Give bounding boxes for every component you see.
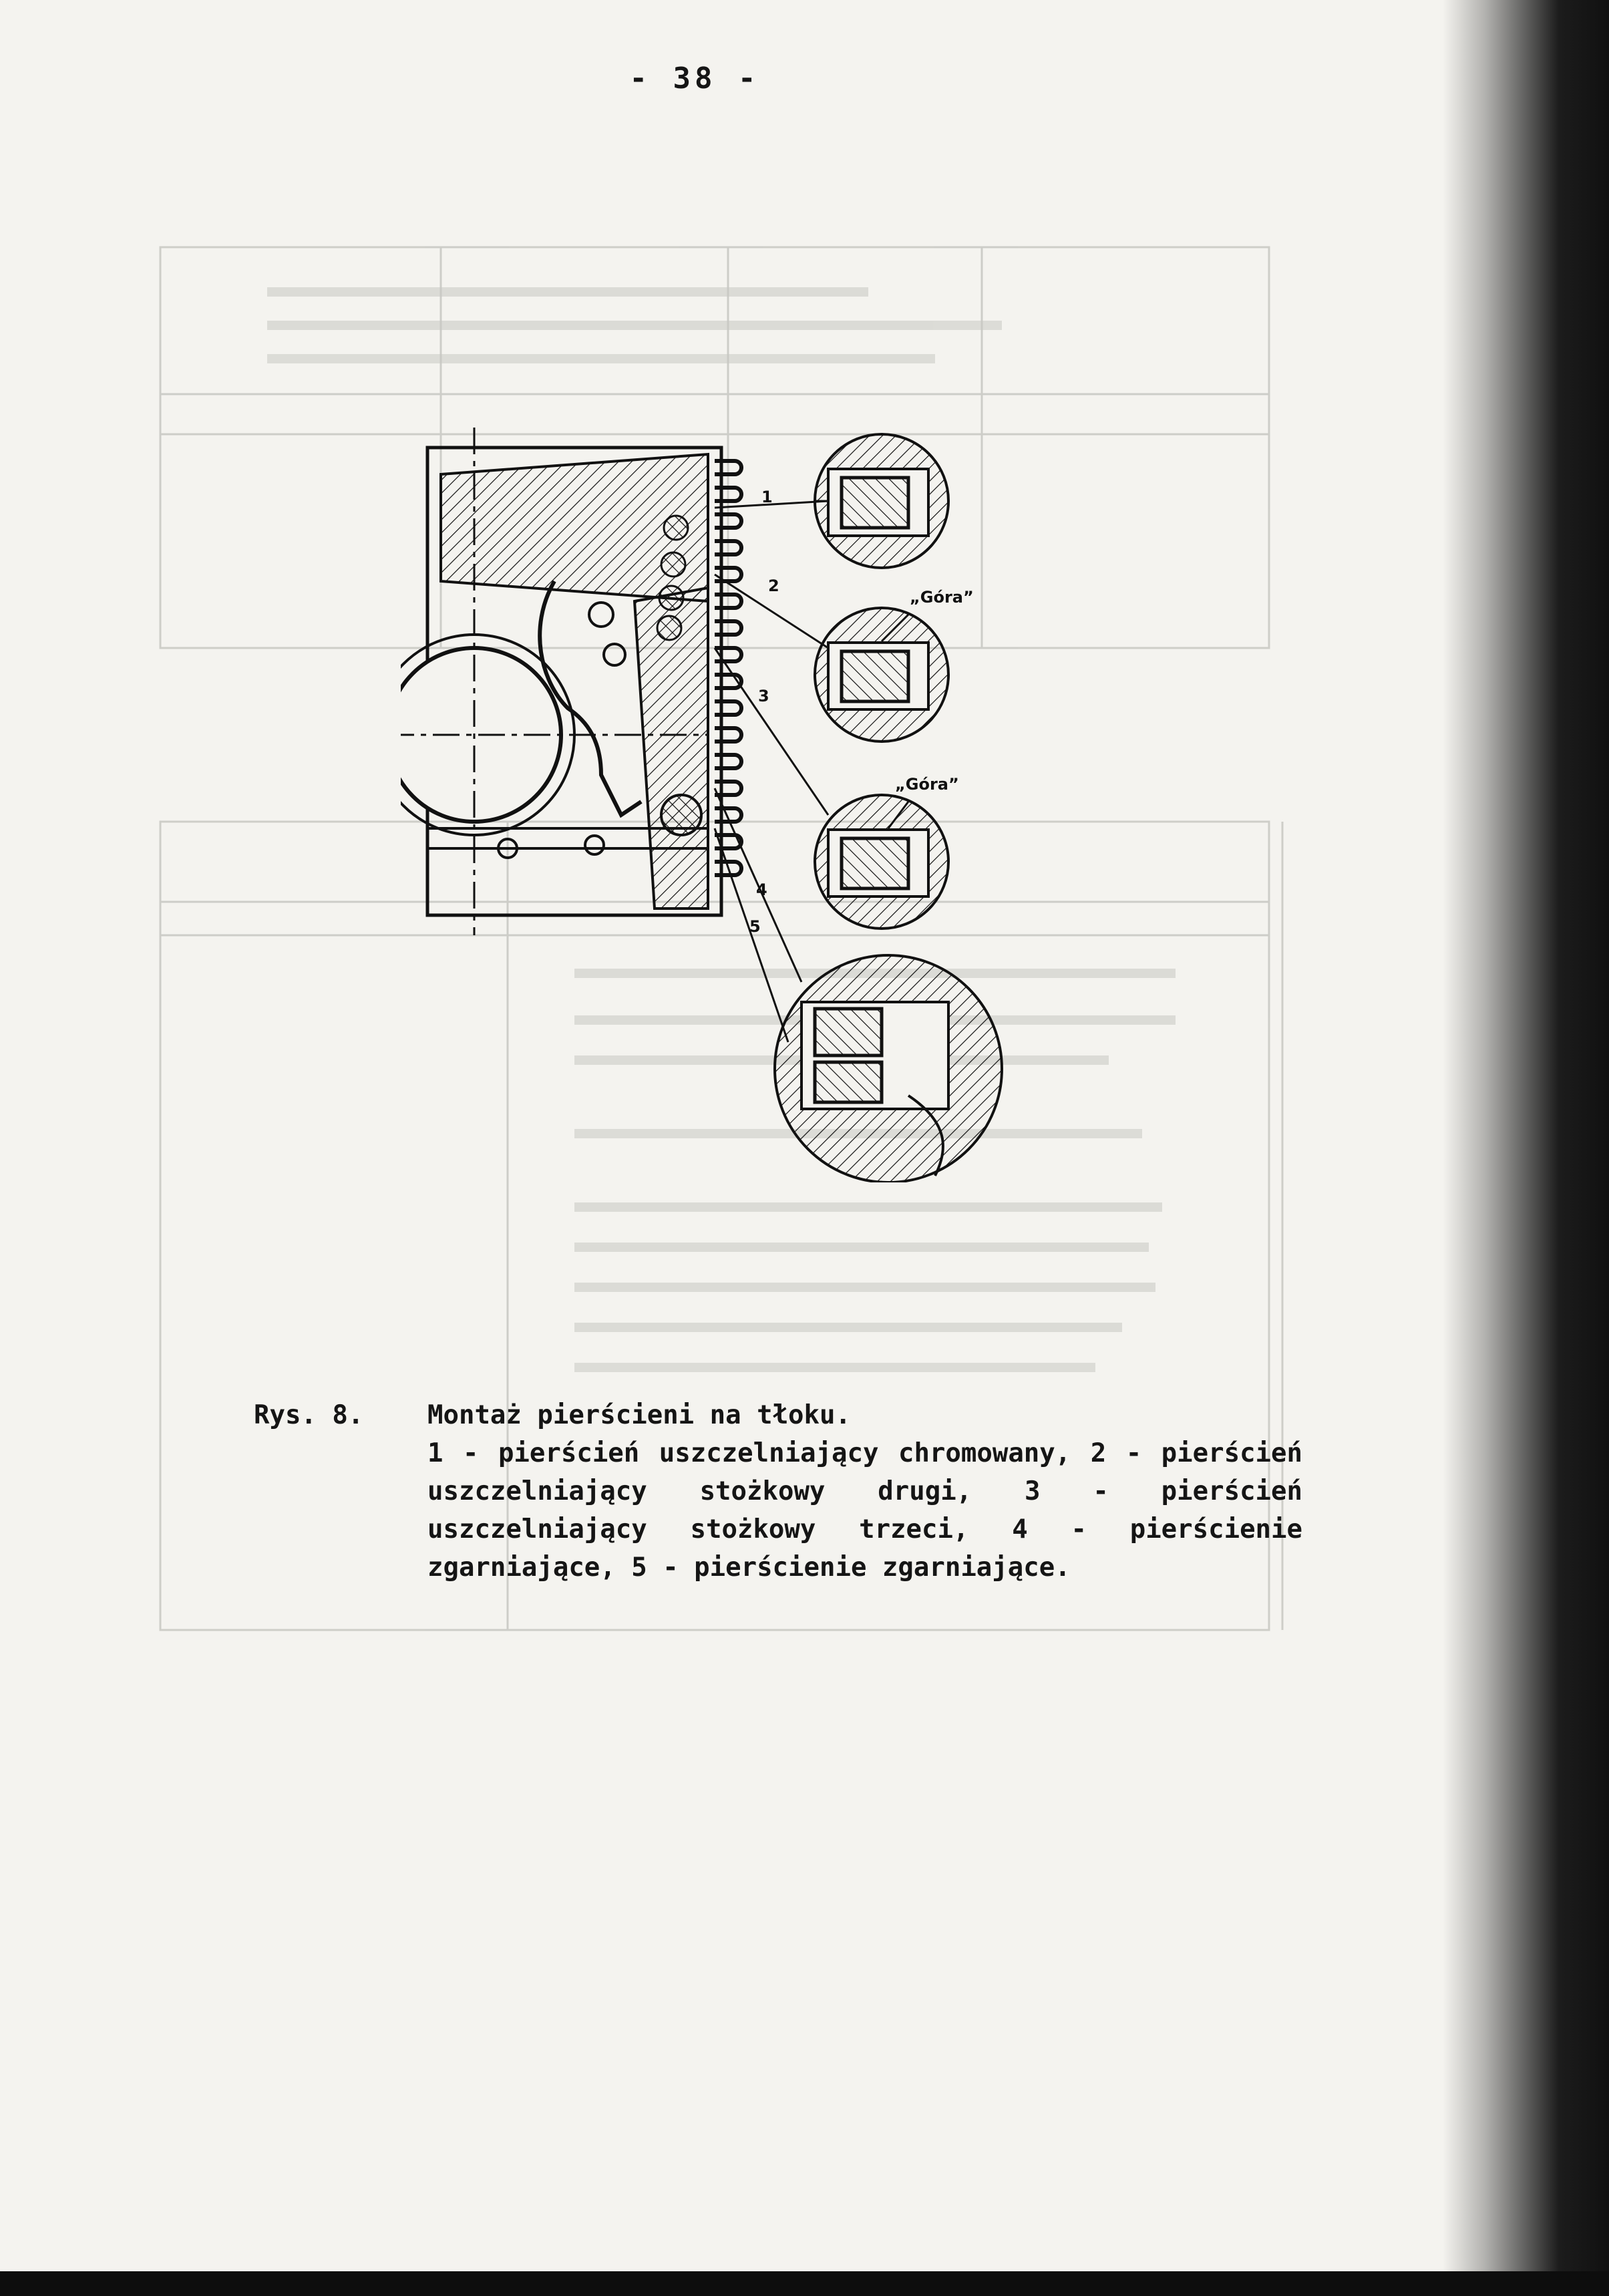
ring-detail-4-5 [775,955,1002,1182]
callout-2: 2 [768,577,779,595]
ring-detail-1 [815,434,948,568]
piston-section [401,428,721,935]
binding-shadow [1443,0,1609,2296]
figure-title: Montaż pierścieni na tłoku. [427,1400,851,1430]
callout-3: 3 [758,687,769,705]
callout-5: 5 [749,917,761,936]
piston-ring-figure [401,428,1022,1182]
figure-label: Rys. 8. [254,1400,364,1430]
page-number: - 38 - [629,61,760,96]
figure-caption [254,1396,1322,1587]
scan-edge [0,2271,1609,2296]
top-label-2: „Góra” [895,775,959,794]
ring-detail-3 [815,775,959,929]
ring-detail-2 [815,588,974,742]
top-label-1: „Góra” [910,588,974,607]
callout-1: 1 [761,488,773,506]
callout-4: 4 [756,880,767,899]
figure-legend: 1 - pierścień uszczelniający chromowany, 2 - pierścień uszczelniający stożkowy drugi, 3 - pierścień uszczelniający stożkowy trzeci, 4 - pierścienie zgarniające, 5 - pierścienie zgarniające. [427,1438,1302,1583]
